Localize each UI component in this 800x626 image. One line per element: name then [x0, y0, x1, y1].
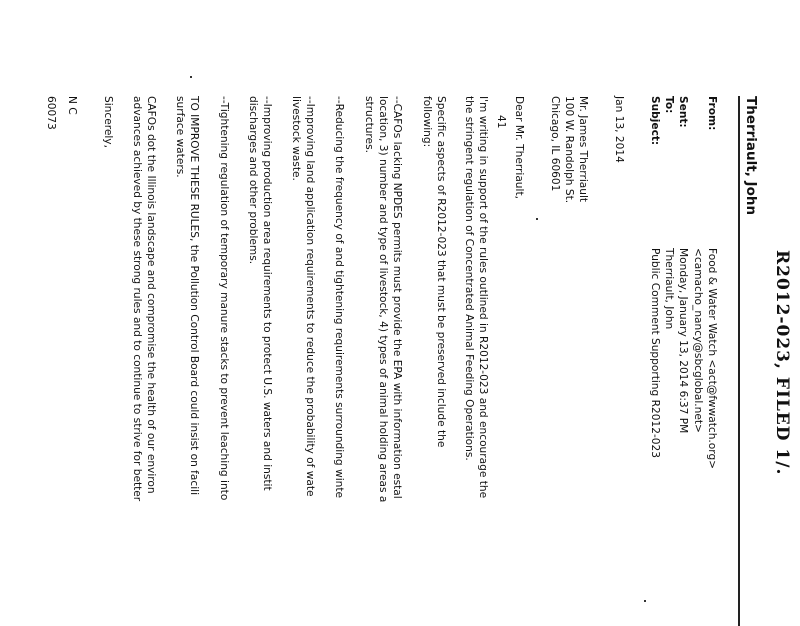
- intro-line-1: I'm writing in support of the rules outlined in R2012-023 and encourage the: [477, 96, 489, 499]
- bullet-3-line-1: --Improving land application requirements to reduce the probability of wate: [304, 96, 316, 497]
- to-label: To:: [663, 96, 675, 114]
- sender-name: Therriault, John: [743, 96, 759, 216]
- to-value: Therriault, John: [663, 248, 675, 330]
- bullet-1-line-1: --CAFOs lacking NPDES permits must provide the EPA with information estal: [391, 96, 403, 499]
- page-number: 41: [495, 115, 507, 129]
- bullet-2-line-1: --Reducing the frequency of and tightening requirements surrounding winte: [333, 96, 345, 499]
- sent-label: Sent:: [677, 96, 689, 128]
- address-line-1: Mr. James Therriault: [577, 96, 589, 203]
- closing-paragraph-line-1: CAFOs dot the Illinois landscape and compromise the health of our environ: [145, 96, 157, 494]
- specific-line-1: Specific aspects of R2012-023 that must be preserved include the: [435, 96, 447, 448]
- bullet-1-line-3: structures.: [363, 96, 375, 153]
- bullet-4-line-1: --Improving production area requirements to protect U.S. waters and instit: [261, 96, 273, 491]
- subject-label: Subject:: [649, 96, 661, 146]
- specific-line-2: following:: [421, 96, 433, 148]
- filing-stamp: R2012-023, FILED 1/.: [772, 250, 792, 476]
- bullet-1-line-2: location, 3) number and type of livestock, 4) types of animal holding areas a: [377, 96, 389, 503]
- sent-value: Monday, January 13, 2014 6:37 PM: [677, 248, 689, 434]
- subject-value: Public Comment Supporting R2012-023: [649, 248, 661, 458]
- scan-speck: [536, 218, 538, 220]
- address-line-3: Chicago, IL 60601: [549, 96, 561, 192]
- improve-line-2: surface waters.: [174, 96, 186, 178]
- address-line-2: 100 W. Randolph St.: [563, 96, 575, 204]
- improve-line-1: TO IMPROVE THESE RULES, the Pollution Control Board could insist on facili: [188, 96, 200, 496]
- intro-line-2: the stringent regulation of Concentrated Animal Feeding Operations.: [463, 96, 475, 461]
- sign-off: Sincerely,: [102, 96, 114, 148]
- from-value: Food & Water Watch <act@fwwatch.org>: [706, 248, 718, 470]
- bullet-3-line-2: livestock waste.: [290, 96, 302, 181]
- closing-paragraph-line-2: advances achieved by these strong rules and to continue to strive for better: [131, 96, 143, 502]
- bullet-5-line-1: --Tightening regulation of temporary manure stacks to prevent leaching into: [218, 96, 230, 501]
- scan-speck: [190, 76, 192, 78]
- signature-initials: N C: [66, 96, 78, 115]
- from-label: From:: [706, 96, 718, 131]
- letter-date: Jan 13, 2014: [613, 96, 625, 163]
- scan-speck: [644, 600, 646, 602]
- salutation: Dear Mr. Therriault,: [513, 96, 525, 199]
- header-divider: [738, 96, 740, 626]
- from-email: <camacho_nancy@sbcglobal.net>: [692, 248, 704, 433]
- bullet-4-line-2: discharges and other problems.: [247, 96, 259, 265]
- signature-zip: 60073: [45, 96, 57, 130]
